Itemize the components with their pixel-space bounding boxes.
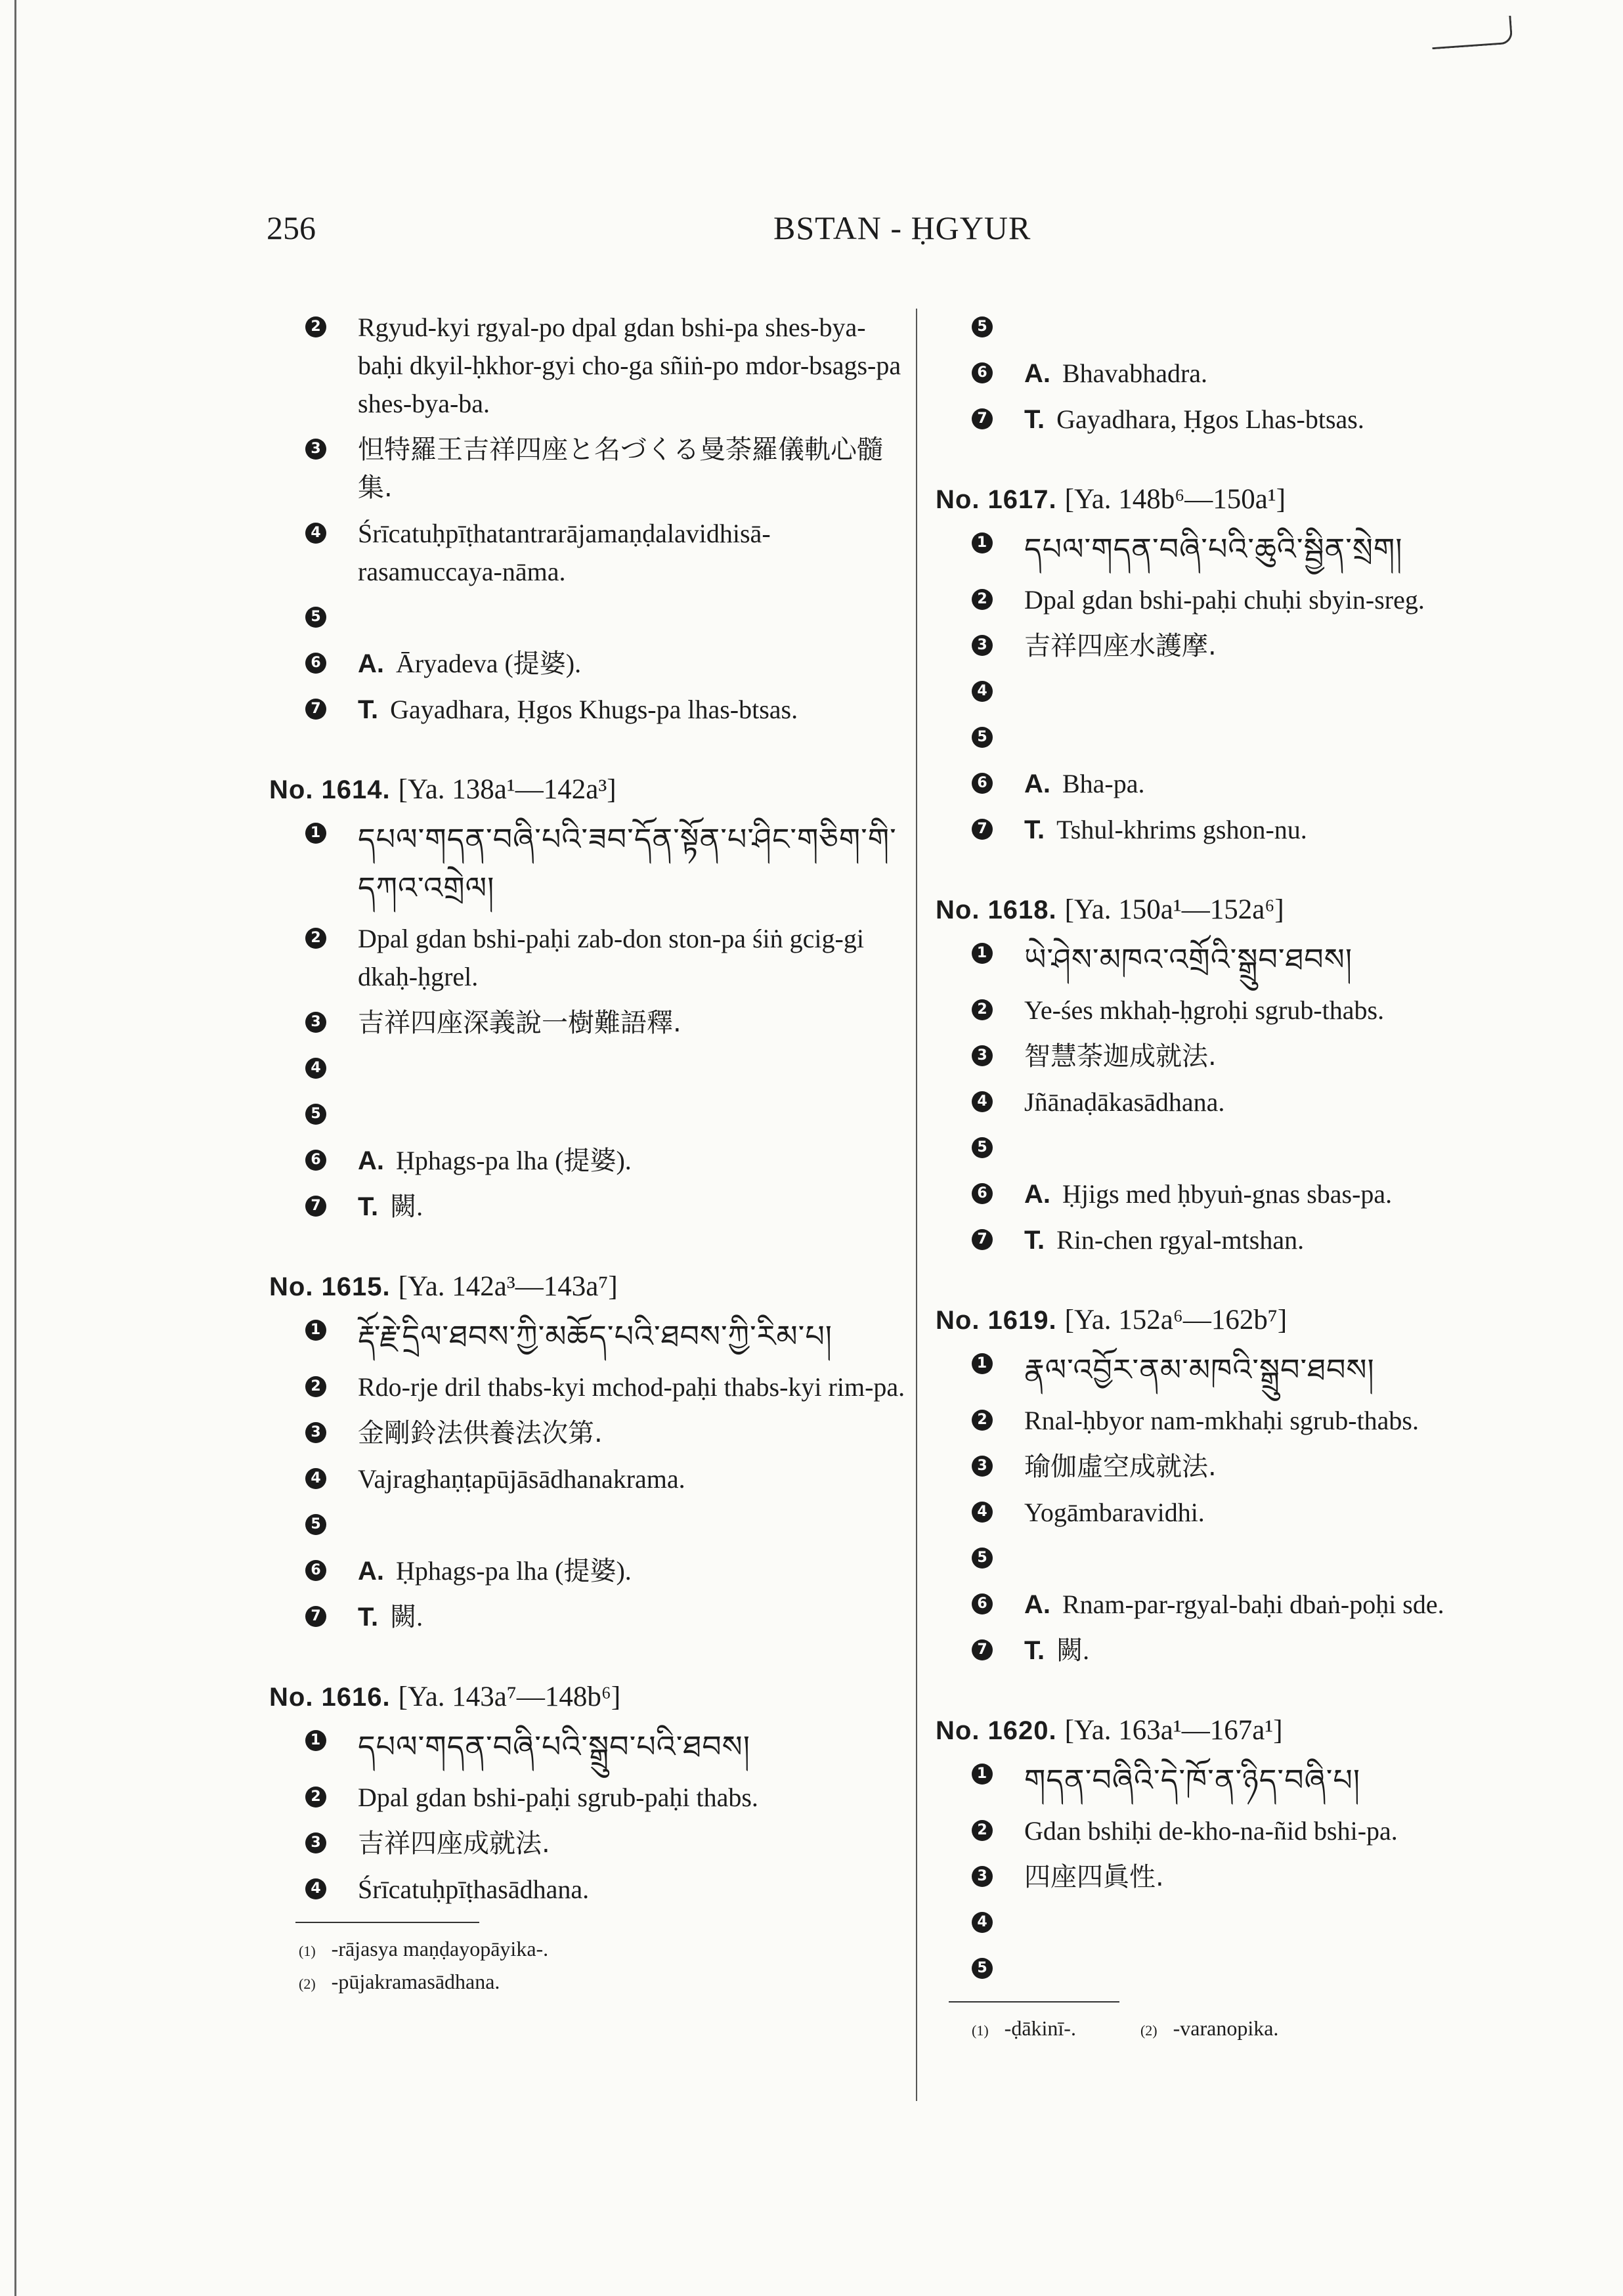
marker-7-icon: 7 (972, 1639, 993, 1660)
marker-3-icon: 3 (305, 439, 326, 460)
marker-4-icon: 4 (305, 1058, 326, 1079)
field-empty (936, 719, 1586, 757)
field-author: 6 A. Ḥphags-pa lha (提婆). (269, 1552, 906, 1590)
marker-1-icon: 1 (972, 943, 993, 964)
field-author: 6 A. Ḥphags-pa lha (提婆). (269, 1142, 906, 1180)
marker-5-icon: 5 (305, 1514, 326, 1535)
marker-2-icon: 2 (972, 1820, 993, 1841)
catalog-entry-1618 (936, 894, 1586, 1259)
footnote: (2) -pūjakramasādhana. (299, 1970, 500, 1993)
field-japanese-title: 3 吉祥四座深義說一樹難語釋. (269, 1004, 906, 1042)
field-translator: 7 T. 闕. (936, 1632, 1586, 1670)
field-empty (269, 1506, 906, 1544)
marker-4-icon: 4 (972, 1912, 993, 1933)
footnote: (1) -rājasya maṇḍayopāyika-. (299, 1937, 549, 1960)
marker-2-icon: 2 (305, 928, 326, 949)
pencil-corner-mark (1431, 16, 1513, 49)
entry-heading: No. 1615. [Ya. 142a³—143a⁷] (269, 1271, 618, 1302)
field-translator: 7 T. Gayadhara, Ḥgos Khugs-pa lhas-btsas. (269, 691, 906, 729)
field-translator: 7 T. 闕. (269, 1188, 906, 1226)
marker-4-icon: 4 (972, 1091, 993, 1112)
catalog-entry-1617 (936, 483, 1586, 849)
marker-5-icon: 5 (972, 1958, 993, 1979)
marker-3-icon: 3 (972, 1045, 993, 1066)
field-empty (936, 1129, 1586, 1167)
field-author: 6 A. Rnam-par-rgyal-baḥi dbaṅ-poḥi sde. (936, 1586, 1586, 1624)
marker-6-icon: 6 (305, 653, 326, 674)
field-title-transliteration: 2 Rdo-rje dril thabs-kyi mchod-paḥi thabs-kyi rim-pa. (269, 1368, 906, 1406)
field-tibetan-title: 1 ཡེ་ཤེས་མཁའ་འགྲོའི་སྒྲུབ་ཐབས། (936, 935, 1586, 984)
field-empty (936, 309, 1586, 347)
marker-4-icon: 4 (972, 1502, 993, 1523)
field-author: 6 A. Bha-pa. (936, 765, 1586, 803)
marker-6-icon: 6 (305, 1560, 326, 1581)
marker-3-icon: 3 (972, 635, 993, 656)
marker-1-icon: 1 (972, 1353, 993, 1374)
entry-heading: No. 1619. [Ya. 152a⁶—162b⁷] (936, 1305, 1288, 1335)
marker-1-icon: 1 (305, 823, 326, 844)
marker-4-icon: 4 (305, 523, 326, 544)
marker-1-icon: 1 (972, 532, 993, 553)
field-tibetan-title: 1 དཔལ་གདན་བཞི་པའི་སྒྲུབ་པའི་ཐབས། (269, 1722, 906, 1771)
field-translator: 7 T. 闕. (269, 1598, 906, 1636)
footnote: (1) -ḍākinī-. (972, 2016, 1076, 2040)
catalog-entry-1620 (936, 1714, 1586, 1988)
field-japanese-title: 3 四座四眞性. (936, 1858, 1586, 1896)
catalog-entry-1614 (269, 773, 906, 1226)
footnote: (2) -varanopika. (1140, 2016, 1279, 2040)
field-title-transliteration: 2 Dpal gdan bshi-paḥi zab-don ston-pa śiṅ gcig-gi dkaḥ-ḥgrel. (269, 920, 906, 996)
field-author: 6 A. Āryadeva (提婆). (269, 645, 906, 683)
field-sanskrit-title: 4 Śrīcatuḥpīṭhatantrarājamaṇḍalavidhisā-rasamuccaya-nāma. (269, 515, 906, 591)
field-empty (936, 1904, 1586, 1942)
field-empty (269, 1050, 906, 1088)
marker-7-icon: 7 (305, 1196, 326, 1217)
marker-5-icon: 5 (972, 316, 993, 337)
running-header: BSTAN - ḤGYUR (773, 209, 1031, 246)
catalog-entry-1619 (936, 1304, 1586, 1670)
entry-heading: No. 1618. [Ya. 150a¹—152a⁶] (936, 894, 1284, 925)
marker-7-icon: 7 (972, 1229, 993, 1250)
marker-3-icon: 3 (305, 1422, 326, 1443)
field-japanese-title: 3 吉祥四座水護摩. (936, 627, 1586, 665)
field-title-transliteration: 2 Ye-śes mkhaḥ-ḥgroḥi sgrub-thabs. (936, 991, 1586, 1029)
field-sanskrit-title: 4 Vajraghaṇṭapūjāsādhanakrama. (269, 1460, 906, 1498)
marker-4-icon: 4 (305, 1878, 326, 1899)
marker-3-icon: 3 (305, 1012, 326, 1033)
field-tibetan-title: 1 རྣལ་འབྱོར་ནམ་མཁའི་སྒྲུབ་ཐབས། (936, 1345, 1586, 1394)
marker-2-icon: 2 (972, 999, 993, 1020)
entry-heading: No. 1620. [Ya. 163a¹—167a¹] (936, 1715, 1283, 1746)
footnote-rule (295, 1922, 479, 1923)
marker-4-icon: 4 (972, 681, 993, 702)
column-divider (916, 309, 917, 2101)
field-title-transliteration: 2 Dpal gdan bshi-paḥi sgrub-paḥi thabs. (269, 1779, 906, 1817)
entry-heading: No. 1616. [Ya. 143a⁷—148b⁶] (269, 1681, 621, 1712)
continuation-entry (936, 309, 1586, 439)
catalog-entry-1616 (269, 1681, 906, 1909)
field-empty (269, 599, 906, 637)
field-empty (936, 1540, 1586, 1578)
field-title-transliteration: 2 Dpal gdan bshi-paḥi chuḥi sbyin-sreg. (936, 581, 1586, 619)
entry-heading: No. 1614. [Ya. 138a¹—142a³] (269, 774, 617, 805)
marker-3-icon: 3 (305, 1832, 326, 1853)
marker-1-icon: 1 (305, 1730, 326, 1751)
field-japanese-title: 3 智慧荼迦成就法. (936, 1037, 1586, 1075)
field-japanese-title: 3 怛特羅王吉祥四座と名づくる曼荼羅儀軌心髓集. (269, 431, 906, 507)
marker-2-icon: 2 (972, 589, 993, 610)
catalog-entry-1615 (269, 1270, 906, 1636)
marker-2-icon: 2 (305, 316, 326, 337)
marker-3-icon: 3 (972, 1456, 993, 1477)
field-title-transliteration: 2 Rgyud-kyi rgyal-po dpal gdan bshi-pa shes-bya-baḥi dkyil-ḥkhor-gyi cho-ga sñiṅ-po mdor-bsags-pa shes-bya-ba. (269, 309, 906, 423)
marker-6-icon: 6 (305, 1150, 326, 1171)
footnotes-left (269, 1922, 906, 1999)
marker-7-icon: 7 (972, 408, 993, 429)
marker-6-icon: 6 (972, 1183, 993, 1204)
field-empty (269, 1096, 906, 1134)
marker-7-icon: 7 (972, 819, 993, 840)
marker-2-icon: 2 (305, 1787, 326, 1808)
field-tibetan-title: 1 དཔལ་གདན་བཞི་པའི་ཟབ་དོན་སྟོན་པ་ཤིང་གཅིག་གི་དཀའ་འགྲེལ། (269, 815, 906, 912)
field-empty (936, 673, 1586, 711)
field-title-transliteration: 2 Gdan bshiḥi de-kho-na-ñid bshi-pa. (936, 1812, 1586, 1850)
field-translator: 7 T. Gayadhara, Ḥgos Lhas-btsas. (936, 401, 1586, 439)
field-japanese-title: 3 吉祥四座成就法. (269, 1825, 906, 1863)
footnote-rule (949, 2001, 1119, 2003)
marker-1-icon: 1 (305, 1320, 326, 1341)
field-translator: 7 T. Tshul-khrims gshon-nu. (936, 811, 1586, 849)
marker-3-icon: 3 (972, 1866, 993, 1887)
marker-7-icon: 7 (305, 699, 326, 720)
entry-heading: No. 1617. [Ya. 148b⁶—150a¹] (936, 484, 1286, 515)
field-sanskrit-title: 4 Jñānaḍākasādhana. (936, 1083, 1586, 1121)
left-column (269, 309, 906, 1999)
footnotes-right (936, 2001, 1586, 2046)
field-tibetan-title: 1 གདན་བཞིའི་དེ་ཁོ་ན་ཉིད་བཞི་པ། (936, 1756, 1586, 1804)
marker-4-icon: 4 (305, 1468, 326, 1489)
field-empty (936, 1950, 1586, 1988)
page-number: 256 (267, 209, 316, 246)
marker-5-icon: 5 (305, 607, 326, 628)
left-edge-rule (14, 0, 16, 2296)
continuation-entry (269, 309, 906, 729)
field-japanese-title: 3 金剛鈴法供養法次第. (269, 1414, 906, 1452)
marker-2-icon: 2 (972, 1410, 993, 1431)
marker-5-icon: 5 (305, 1104, 326, 1125)
field-author: 6 A. Ḥjigs med ḥbyuṅ-gnas sbas-pa. (936, 1175, 1586, 1213)
marker-5-icon: 5 (972, 1548, 993, 1569)
field-translator: 7 T. Rin-chen rgyal-mtshan. (936, 1221, 1586, 1259)
marker-6-icon: 6 (972, 1593, 993, 1614)
field-sanskrit-title: 4 Śrīcatuḥpīṭhasādhana. (269, 1871, 906, 1909)
field-sanskrit-title: 4 Yogāmbaravidhi. (936, 1494, 1586, 1532)
right-column (936, 309, 1586, 2046)
marker-6-icon: 6 (972, 773, 993, 794)
marker-2-icon: 2 (305, 1376, 326, 1397)
field-tibetan-title: 1 རྡོ་རྗེ་དྲིལ་ཐབས་ཀྱི་མཆོད་པའི་ཐབས་ཀྱི་རིམ་པ། (269, 1312, 906, 1360)
marker-7-icon: 7 (305, 1606, 326, 1627)
marker-5-icon: 5 (972, 1137, 993, 1158)
marker-6-icon: 6 (972, 362, 993, 383)
marker-5-icon: 5 (972, 727, 993, 748)
marker-1-icon: 1 (972, 1764, 993, 1785)
field-tibetan-title: 1 དཔལ་གདན་བཞི་པའི་ཆུའི་སྦྱིན་སྲེག། (936, 525, 1586, 573)
field-author: 6 A. Bhavabhadra. (936, 355, 1586, 393)
field-japanese-title: 3 瑜伽虛空成就法. (936, 1448, 1586, 1486)
field-title-transliteration: 2 Rnal-ḥbyor nam-mkhaḥi sgrub-thabs. (936, 1402, 1586, 1440)
